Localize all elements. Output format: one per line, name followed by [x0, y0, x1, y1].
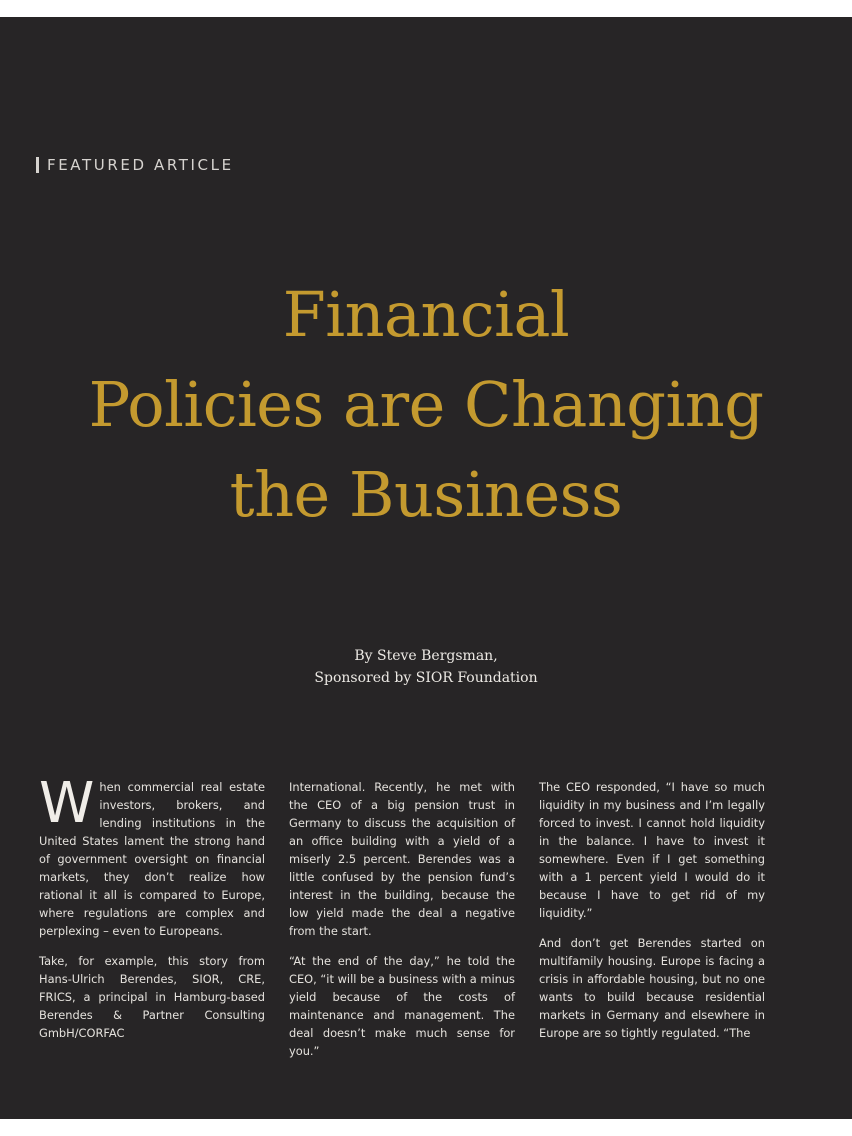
- drop-cap: W: [39, 771, 95, 836]
- section-label-text: FEATURED ARTICLE: [47, 156, 234, 174]
- section-divider-bar: [36, 157, 39, 173]
- paragraph: Take, for example, this story from Hans-Ulrich Berendes, SIOR, CRE, FRICS, a principal in Hamburg-based Berendes & Partner Consulting GmbH/CORFAC: [39, 954, 265, 1040]
- byline-sponsor: Sponsored by SIOR Foundation: [314, 670, 538, 686]
- article-headline: [0, 270, 852, 540]
- article-column-2: [289, 778, 515, 1072]
- paragraph: [39, 771, 265, 940]
- paragraph: International. Recently, he met with the CEO of a big pension trust in Germany to discuss the acquisition of an office building with a yield of a miserly 2.5 percent. Berendes was a little confused by the pension fund’s interest in the building, because the low yield made the deal a negative from the start.: [289, 780, 515, 938]
- headline-line-2: Policies are Changing: [88, 368, 764, 441]
- byline: [0, 645, 852, 689]
- headline-line-3: the Business: [229, 458, 623, 531]
- paragraph: The CEO responded, “I have so much liquidity in my business and I’m legally forced to invest. I cannot hold liquidity in the balance. I have to invest it somewhere. Even if I get something with a 1 percent yield I would do it because I have to get rid of my liquidity.”: [539, 780, 765, 920]
- headline-line-1: Financial: [282, 278, 570, 351]
- article-page: [0, 17, 852, 1119]
- article-column-1: [39, 771, 265, 1054]
- byline-author: By Steve Bergsman,: [354, 648, 498, 664]
- article-column-3: [539, 778, 765, 1054]
- paragraph-text: hen commercial real estate investors, brokers, and lending institutions in the United States lament the strong hand of government oversight on financial markets, they don’t realize how rational it all is compared to Europe, where regulations are complex and perplexing – even to Europeans.: [39, 780, 265, 938]
- section-label: [36, 156, 234, 174]
- paragraph: “At the end of the day,” he told the CEO, “it will be a business with a minus yield because of the costs of maintenance and management. The deal doesn’t make much sense for you.”: [289, 954, 515, 1058]
- paragraph: And don’t get Berendes started on multifamily housing. Europe is facing a crisis in affordable housing, but no one wants to build because residential markets in Germany and elsewhere in Europe are so tightly regulated. “The: [539, 936, 765, 1040]
